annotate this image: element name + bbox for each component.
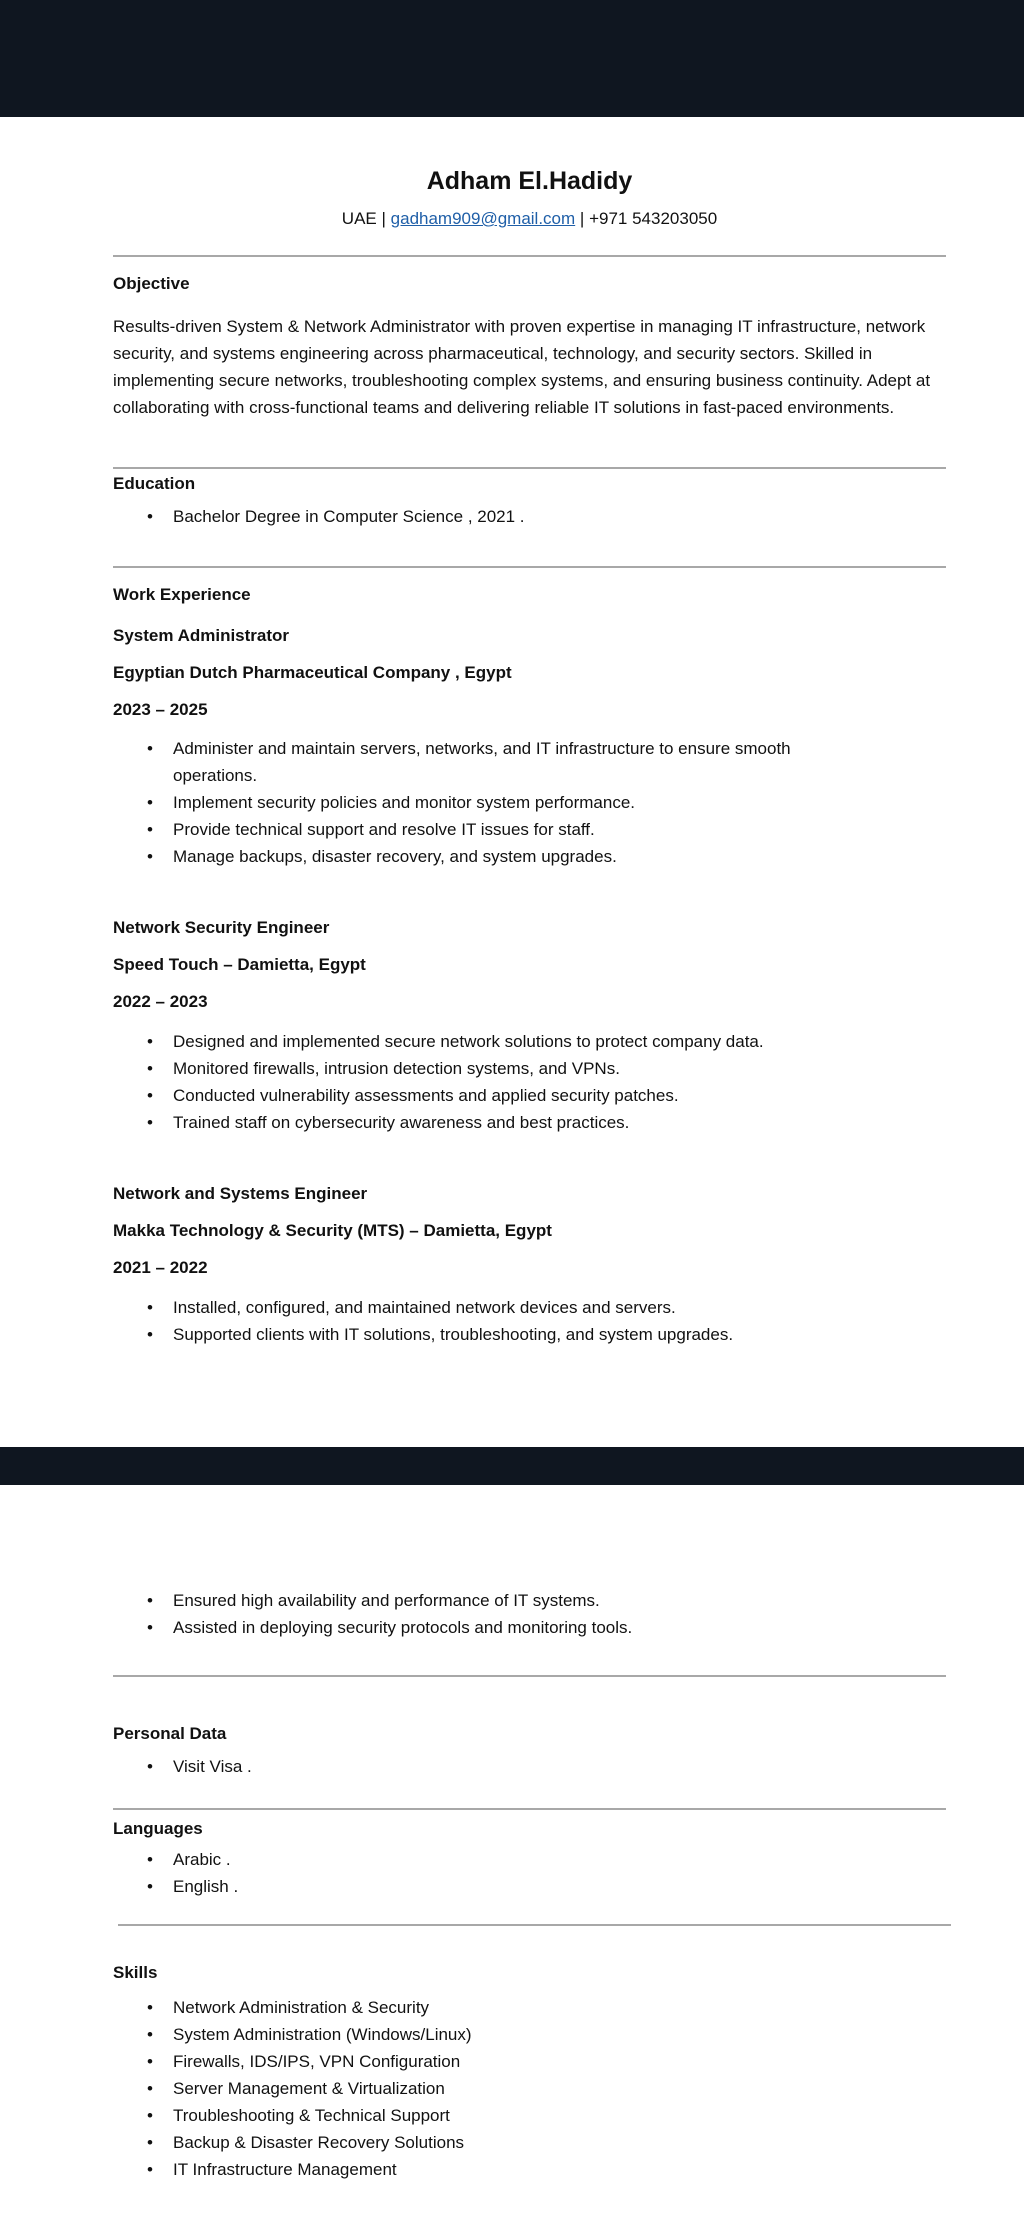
list-item: • Troubleshooting & Technical Support xyxy=(173,2102,873,2129)
section-divider xyxy=(113,566,946,568)
objective-text xyxy=(113,313,946,421)
education-list xyxy=(113,503,873,530)
list-item: • Manage backups, disaster recovery, and system upgrades. xyxy=(173,843,873,870)
contact-separator: | xyxy=(381,209,386,228)
personal-data-list xyxy=(113,1753,873,1780)
job-bullets-continued xyxy=(113,1587,873,1641)
job-dates: 2023 – 2025 xyxy=(113,700,208,719)
list-item: • Installed, configured, and maintained network devices and servers. xyxy=(173,1294,873,1321)
job-bullets xyxy=(113,735,873,870)
job-dates: 2021 – 2022 xyxy=(113,1258,208,1277)
section-divider xyxy=(113,467,946,469)
list-item: • Conducted vulnerability assessments and applied security patches. xyxy=(173,1082,873,1109)
candidate-name: Adham El.Hadidy xyxy=(426,167,633,195)
job-title: Network and Systems Engineer xyxy=(113,1184,368,1203)
list-item: • Arabic . xyxy=(173,1846,873,1873)
job-bullets xyxy=(113,1294,873,1348)
list-item: • Designed and implemented secure network solutions to protect company data. xyxy=(173,1028,873,1055)
job-company: Egyptian Dutch Pharmaceutical Company , Egypt xyxy=(113,663,512,682)
skills-list xyxy=(113,1994,873,2183)
list-item: • IT Infrastructure Management xyxy=(173,2156,873,2183)
phone: +971 543203050 xyxy=(589,209,718,228)
email-link[interactable]: gadham909@gmail.com xyxy=(390,209,576,228)
job-title: System Administrator xyxy=(113,626,290,645)
section-divider xyxy=(113,1808,946,1810)
education-heading: Education xyxy=(113,474,196,493)
list-item: • Ensured high availability and performance of IT systems. xyxy=(173,1587,873,1614)
objective-paragraph: Results-driven System & Network Administrator with proven expertise in managing IT infrastructure, network security, and systems engineering across pharmaceutical, technology, and security sectors. Skilled in implementing secure networks, troubleshooting complex systems, and ensuring business continuity. Adept at collaborating with cross-functional teams and delivering reliable IT solutions in fast-paced environments. xyxy=(113,317,931,417)
languages-list xyxy=(113,1846,873,1900)
viewer-top-bar xyxy=(0,0,1024,117)
section-divider xyxy=(118,1924,951,1926)
skills-heading: Skills xyxy=(113,1963,158,1982)
list-item: • Administer and maintain servers, networks, and IT infrastructure to ensure smooth operations. xyxy=(173,735,873,789)
languages-heading: Languages xyxy=(113,1819,203,1838)
job-company: Makka Technology & Security (MTS) – Damietta, Egypt xyxy=(113,1221,552,1240)
list-item: • Assisted in deploying security protocols and monitoring tools. xyxy=(173,1614,873,1641)
location: UAE xyxy=(341,209,377,228)
contact-line xyxy=(113,209,946,229)
list-item: • Network Administration & Security xyxy=(173,1994,873,2021)
list-item: • Backup & Disaster Recovery Solutions xyxy=(173,2129,873,2156)
list-item: • English . xyxy=(173,1873,873,1900)
resume-page-1 xyxy=(0,117,1024,1447)
page-1-content xyxy=(113,117,946,1447)
resume-page-2 xyxy=(0,1485,1024,2218)
page-2-content xyxy=(113,1485,946,2218)
list-item: • Server Management & Virtualization xyxy=(173,2075,873,2102)
objective-heading: Objective xyxy=(113,274,190,293)
section-divider xyxy=(113,1675,946,1677)
contact-separator: | xyxy=(579,209,585,228)
job-bullets xyxy=(113,1028,873,1136)
list-item: • Visit Visa . xyxy=(173,1753,873,1780)
personal-data-heading: Personal Data xyxy=(113,1724,227,1743)
list-item: • Bachelor Degree in Computer Science , 2021 . xyxy=(173,503,873,530)
section-divider xyxy=(113,255,946,257)
list-item: • Implement security policies and monitor system performance. xyxy=(173,789,873,816)
list-item: • Provide technical support and resolve IT issues for staff. xyxy=(173,816,873,843)
job-dates: 2022 – 2023 xyxy=(113,992,208,1011)
job-title: Network Security Engineer xyxy=(113,918,330,937)
job-company: Speed Touch – Damietta, Egypt xyxy=(113,955,366,974)
list-item: • Supported clients with IT solutions, troubleshooting, and system upgrades. xyxy=(173,1321,873,1348)
list-item: • System Administration (Windows/Linux) xyxy=(173,2021,873,2048)
list-item: • Monitored firewalls, intrusion detection systems, and VPNs. xyxy=(173,1055,873,1082)
page-break-bar xyxy=(0,1447,1024,1485)
work-heading: Work Experience xyxy=(113,585,251,604)
list-item: • Trained staff on cybersecurity awareness and best practices. xyxy=(173,1109,873,1136)
list-item: • Firewalls, IDS/IPS, VPN Configuration xyxy=(173,2048,873,2075)
